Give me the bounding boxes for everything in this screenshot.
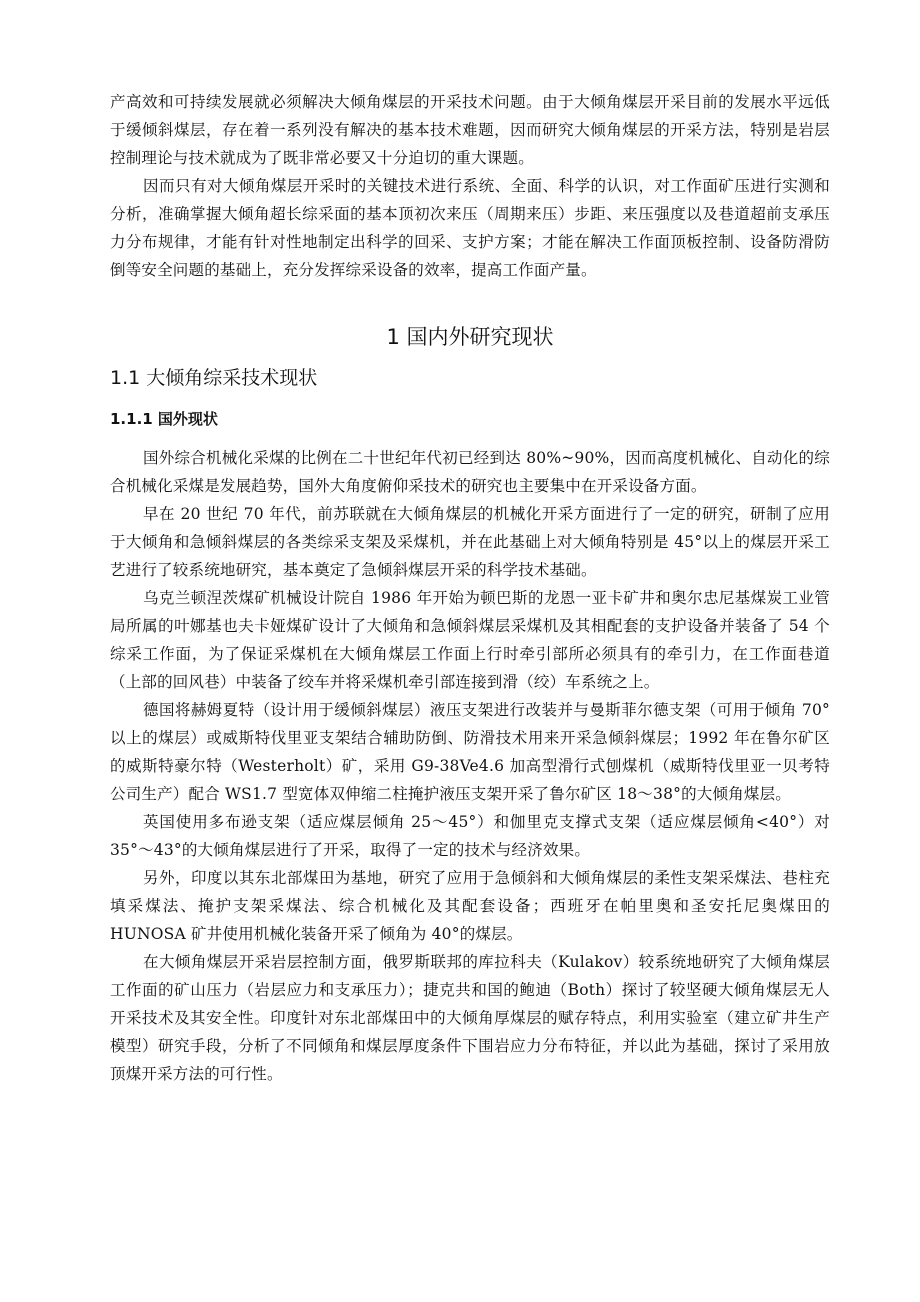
body-paragraph-7: 在大倾角煤层开采岩层控制方面，俄罗斯联邦的库拉科夫（Kulakov）较系统地研究了大倾角煤层工作面的矿山压力（岩层应力和支承压力）；捷克共和国的鲍迪（Both）探讨了较坚硬大倾角煤层无人开采技术及其安全性。印度针对东北部煤田中的大倾角厚煤层的赋存特点，利用实验室（建立矿井生产模型）研究手段，分析了不同倾角和煤层厚度条件下围岩应力分布特征，并以此为基础，探讨了采用放顶煤开采方法的可行性。 — [110, 953, 830, 1083]
body-paragraph-5: 英国使用多布逊支架（适应煤层倾角 25～45°）和伽里克支撑式支架（适应煤层倾角<40°）对 35°～43°的大倾角煤层进行了开采，取得了一定的技术与经济效果。 — [110, 813, 830, 859]
intro-paragraph-2: 因而只有对大倾角煤层开采时的关键技术进行系统、全面、科学的认识，对工作面矿压进行实测和分析，准确掌握大倾角超长综采面的基本顶初次来压（周期来压）步距、来压强度以及巷道超前支承压力分布规律，才能有针对性地制定出科学的回采、支护方案；才能在解决工作面顶板控制、设备防滑防倒等安全问题的基础上，充分发挥综采设备的效率，提高工作面产量。 — [110, 177, 830, 279]
body-block — [110, 444, 830, 1088]
body-paragraph-3: 乌克兰顿涅茨煤矿机械设计院自 1986 年开始为顿巴斯的龙恩一亚卡矿井和奥尔忠尼基煤炭工业管局所属的叶娜基也夫卡娅煤矿设计了大倾角和急倾斜煤层采煤机及其相配套的支护设备并装备了 54 个综采工作面，为了保证采煤机在大倾角煤层工作面上行时牵引部所必须具有的牵引力，在工作面巷道（上部的回风巷）中装备了绞车并将采煤机牵引部连接到滑（绞）车系统之上。 — [110, 589, 830, 691]
subsubsection-heading: 1.1.1 国外现状 — [110, 410, 218, 428]
section-heading: 1 国内外研究现状 — [386, 325, 554, 349]
body-paragraph-4: 德国将赫姆夏特（设计用于缓倾斜煤层）液压支架进行改装并与曼斯菲尔德支架（可用于倾角 70° 以上的煤层）或威斯特伐里亚支架结合辅助防倒、防滑技术用来开采急倾斜煤层；1992 年在鲁尔矿区的威斯特豪尔特（Westerholt）矿，采用 G9-38Ve4.6 加高型滑行式刨煤机（威斯特伐里亚一贝考特公司生产）配合 WS1.7 型宽体双伸缩二柱掩护液压支架开采了鲁尔矿区 18～38°的大倾角煤层。 — [110, 701, 830, 803]
subsection-heading: 1.1 大倾角综采技术现状 — [110, 367, 318, 389]
body-paragraph-2: 早在 20 世纪 70 年代，前苏联就在大倾角煤层的机械化开采方面进行了一定的研究，研制了应用于大倾角和急倾斜煤层的各类综采支架及采煤机，并在此基础上对大倾角特别是 45°以上的煤层开采工艺进行了较系统地研究，基本奠定了急倾斜煤层开采的科学技术基础。 — [110, 505, 830, 579]
intro-block — [110, 88, 830, 284]
intro-paragraph-1: 产高效和可持续发展就必须解决大倾角煤层的开采技术问题。由于大倾角煤层开采目前的发展水平远低于缓倾斜煤层，存在着一系列没有解决的基本技术难题，因而研究大倾角煤层的开采方法，特别是岩层控制理论与技术就成为了既非常必要又十分迫切的重大课题。 — [110, 93, 830, 167]
body-paragraph-1: 国外综合机械化采煤的比例在二十世纪年代初已经到达 80%~90%，因而高度机械化、自动化的综合机械化采煤是发展趋势，国外大角度俯仰采技术的研究也主要集中在开采设备方面。 — [110, 449, 830, 495]
body-paragraph-6: 另外，印度以其东北部煤田为基地，研究了应用于急倾斜和大倾角煤层的柔性支架采煤法、巷柱充填采煤法、掩护支架采煤法、综合机械化及其配套设备；西班牙在帕里奥和圣安托尼奥煤田的 HUNOSA 矿井使用机械化装备开采了倾角为 40°的煤层。 — [110, 869, 830, 943]
